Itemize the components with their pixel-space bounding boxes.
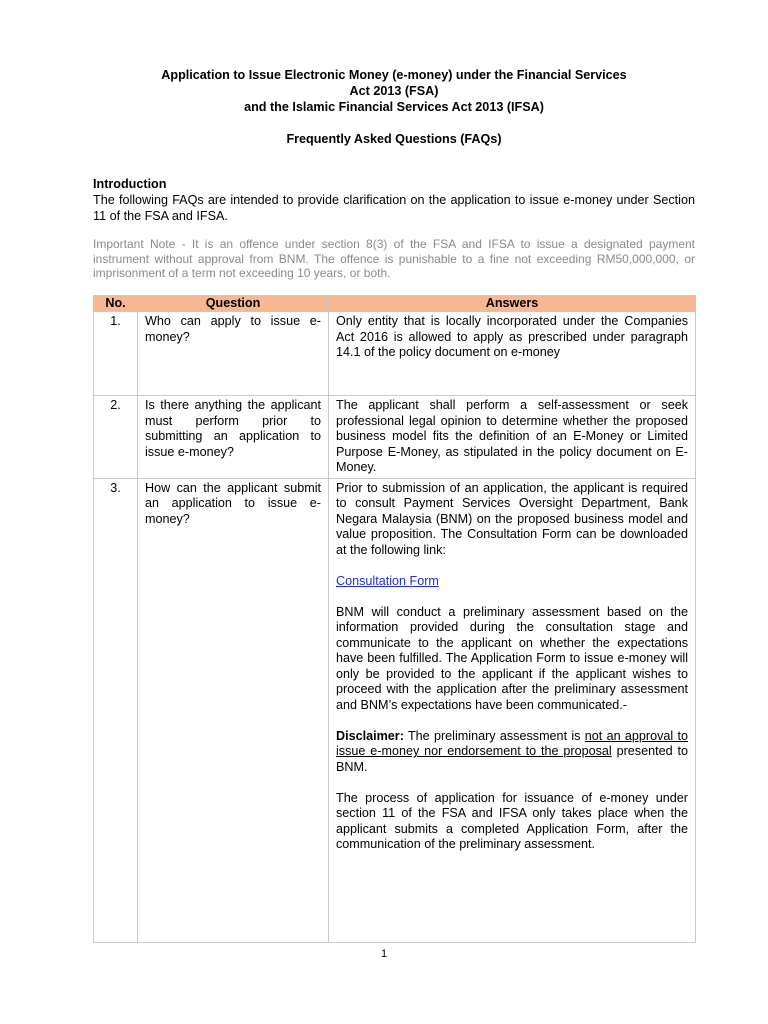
row-question: How can the applicant submit an application to issue e-money? — [138, 478, 329, 942]
row-answer: The applicant shall perform a self-assessment or seek professional legal opinion to determine whether the proposed business model fits the definition of an E-Money or Limited Purpose E-Money, as stipulated in the policy document on E-Money. — [329, 396, 696, 479]
row-answer — [329, 478, 696, 942]
title-line-3: and the Islamic Financial Services Act 2013 (IFSA) — [244, 100, 544, 114]
answer-paragraph-consult: Prior to submission of an application, the applicant is required to consult Payment Services Oversight Department, Bank Negara Malaysia (BNM) on the proposed business model and value proposition. The Consultation Form can be downloaded at the following link: — [336, 480, 688, 557]
table-row — [94, 396, 696, 479]
disclaimer-text-post: presented to BNM. — [336, 744, 688, 774]
faq-table-header-row — [94, 296, 696, 312]
disclaimer-paragraph — [336, 729, 688, 776]
disclaimer-text-underlined: not an approval to issue e-money nor endorsement to the proposal — [336, 728, 688, 758]
answer-paragraph-assessment: BNM will conduct a preliminary assessment based on the information provided during the consultation stage and communicate to the applicant on whether the expectations have been fulfilled. The Application Form to issue e-money will only be provided to the applicant if the applicant wishes to proceed with the application after the preliminary assessment and BNM’s expectations have been communicated.- — [336, 604, 688, 712]
header-answers: Answers — [329, 296, 696, 312]
consultation-form-link[interactable]: Consultation Form — [336, 573, 439, 588]
table-row — [94, 478, 696, 942]
disclaimer-text-pre: The preliminary assessment is — [403, 728, 585, 743]
page-number: 1 — [380, 948, 388, 960]
disclaimer-label: Disclaimer: — [336, 728, 404, 743]
faq-subtitle: Frequently Asked Questions (FAQs) — [286, 132, 502, 146]
row-number: 3. — [94, 478, 138, 942]
consultation-form-link-wrap — [336, 574, 688, 590]
table-row — [94, 312, 696, 396]
faq-table — [93, 295, 696, 943]
row-question: Who can apply to issue e-money? — [138, 312, 329, 396]
document-title — [93, 67, 695, 115]
introduction-heading: Introduction — [93, 177, 167, 191]
header-no: No. — [94, 296, 138, 312]
row-answer: Only entity that is locally incorporated under the Companies Act 2016 is allowed to apply as prescribed under paragraph 14.1 of the policy document on e-money — [329, 312, 696, 396]
important-note: Important Note - It is an offence under section 8(3) of the FSA and IFSA to issue a designated payment instrument without approval from BNM. The offence is punishable to a fine not exceeding RM50,000,000, or imprisonment of a term not exceeding 10 years, or both. — [93, 237, 695, 280]
row-number: 2. — [94, 396, 138, 479]
answer-paragraph-process: The process of application for issuance of e-money under section 11 of the FSA and IFSA only takes place when the applicant submits a completed Application Form, after the communication of the preliminary assessment. — [336, 790, 688, 851]
header-question: Question — [138, 296, 329, 312]
row-number: 1. — [94, 312, 138, 396]
row-question: Is there anything the applicant must perform prior to submitting an application to issue e-money? — [138, 396, 329, 479]
title-line-2: Act 2013 (FSA) — [349, 84, 439, 98]
introduction-text: The following FAQs are intended to provide clarification on the application to issue e-money under Section 11 of the FSA and IFSA. — [93, 193, 695, 223]
title-line-1: Application to Issue Electronic Money (e-money) under the Financial Services — [161, 68, 627, 82]
